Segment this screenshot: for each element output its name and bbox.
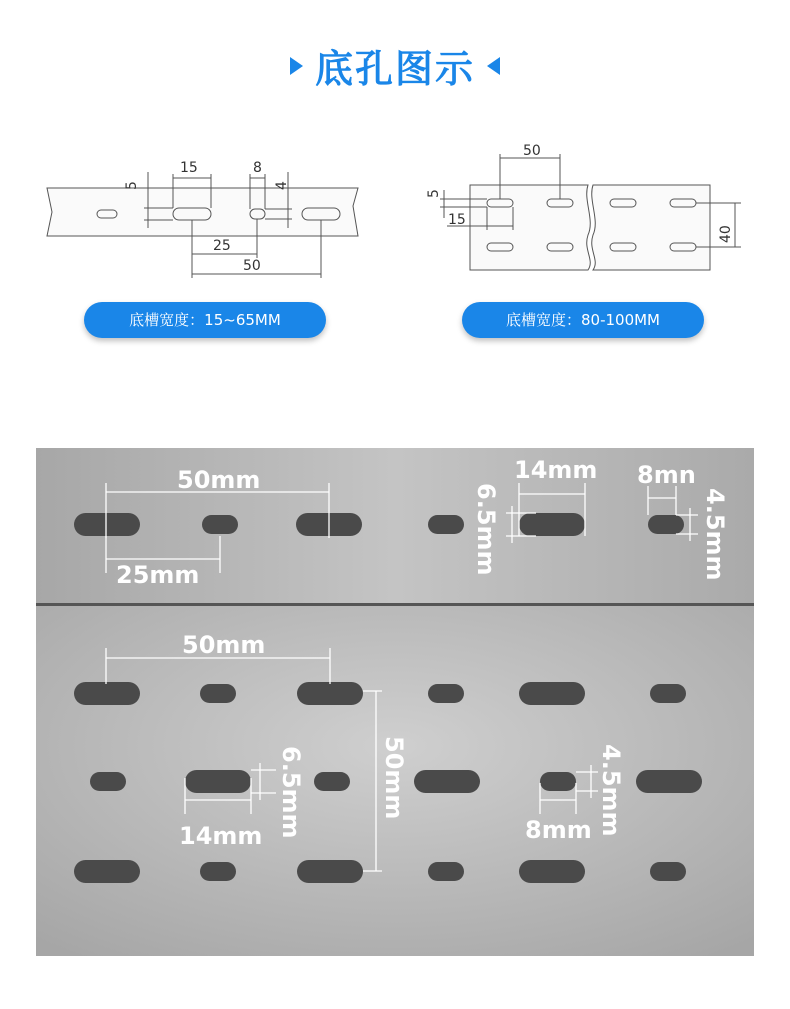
top-dim-14mm: 14mm [514, 456, 598, 484]
arrow-left-icon [487, 57, 500, 75]
left-width-pill: 底槽宽度：15~65MM [84, 302, 326, 338]
left-tech-drawing [40, 150, 370, 280]
page-title: 底孔图示 [314, 47, 475, 91]
right-width-pill: 底槽宽度：80-100MM [462, 302, 704, 338]
bottom-dim-50mm: 50mm [182, 631, 266, 659]
dim-5: 5 [124, 181, 140, 190]
bottom-dim-6-5mm: 6.5mm [277, 746, 305, 839]
top-dim-50mm: 50mm [177, 466, 261, 494]
top-dim-25mm: 25mm [116, 561, 200, 589]
dim-25: 25 [213, 238, 231, 254]
top-dim-8mn: 8mn [637, 461, 696, 489]
dim-50: 50 [523, 143, 541, 159]
dim-5: 5 [426, 189, 442, 198]
dim-15: 15 [180, 160, 198, 176]
dim-8: 8 [253, 160, 262, 176]
bottom-dim-8mm: 8mm [525, 816, 592, 844]
bottom-dim-50mm-vertical: 50mm [380, 736, 408, 820]
top-dim-6-5mm: 6.5mm [472, 483, 500, 576]
dim-40: 40 [718, 225, 734, 243]
dim-50: 50 [243, 258, 261, 274]
dim-15: 15 [448, 212, 466, 228]
dim-4: 4 [274, 181, 290, 190]
top-dim-4-5mm: 4.5mm [701, 488, 729, 581]
right-tech-drawing [425, 140, 745, 275]
product-photo [36, 448, 754, 956]
bottom-dim-14mm: 14mm [179, 822, 263, 850]
bottom-dim-4-5mm: 4.5mm [597, 744, 625, 837]
section-header [0, 38, 790, 98]
arrow-right-icon [290, 57, 303, 75]
